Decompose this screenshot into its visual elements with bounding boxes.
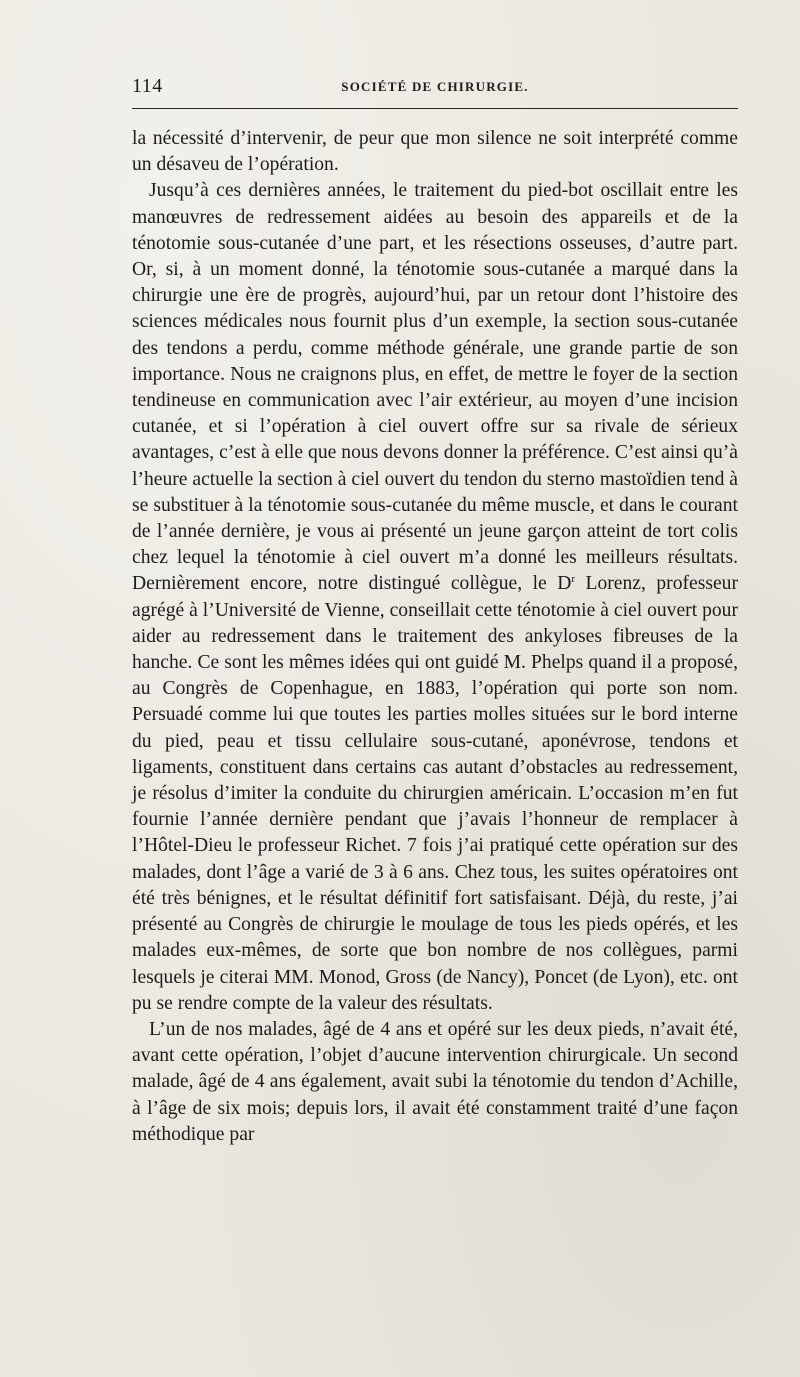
body-text [132, 126, 738, 1148]
running-head: SOCIÉTÉ DE CHIRURGIE. [341, 79, 529, 94]
paragraph-1: la nécessité d’intervenir, de peur que mon silence ne soit interprété comme un désaveu de l’opération. [132, 128, 738, 176]
page-header [132, 72, 738, 102]
doctor-abbrev-superscript: r [571, 573, 576, 586]
page-number: 114 [132, 75, 163, 97]
header-rule [132, 108, 738, 109]
paragraph-2-part-2: Lorenz, professeur agrégé à l’Université de Vienne, conseillait cette ténotomie à ciel ouvert pour aider au redressement dans le traitement des ankyloses fibreuses de la hanche. Ce sont les mêmes idées qui ont guidé M. Phelps quand il a proposé, au Congrès de Copenhague, en 1883, l’opération qui porte son nom. Persuadé comme lui que toutes les parties molles situées sur le bord interne du pied, peau et tissu cellulaire sous-cutané, aponévrose, tendons et ligaments, constituent dans certains cas autant d’obstacles au redressement, je résolus d’imiter la conduite du chirurgien américain. L’occasion m’en fut fournie l’année dernière pendant que j’avais l’honneur de remplacer à l’Hôtel-Dieu le professeur Richet. 7 fois j’ai pratiqué cette opération sur des malades, dont l’âge a varié de 3 à 6 ans. Chez tous, les suites opératoires ont été très bénignes, et le résultat définitif fort satisfaisant. Déjà, du reste, j’ai présenté au Congrès de chirurgie le moulage de tous les pieds opérés, et les malades eux-mêmes, de sorte que bon nombre de nos collègues, parmi lesquels je citerai MM. Monod, Gross (de Nancy), Poncet (de Lyon), etc. ont pu se rendre compte de la valeur des résultats. [132, 573, 738, 1014]
paragraph-3: L’un de nos malades, âgé de 4 ans et opéré sur les deux pieds, n’avait été, avant cette opération, l’objet d’aucune intervention chirurgicale. Un second malade, âgé de 4 ans également, avait subi la ténotomie du tendon d’Achille, à l’âge de six mois; depuis lors, il avait été constamment traité d’une façon méthodique par [132, 1018, 738, 1145]
paragraph-2 [132, 178, 738, 1017]
paragraph-2-part-1: Jusqu’à ces dernières années, le traitement du pied-bot oscillait entre les manœuvres de redressement aidées au besoin des appareils et de la ténotomie sous-cutanée d’une part, et les résections osseuses, d’autre part. Or, si, à un moment donné, la ténotomie sous-cutanée a marqué dans la chirurgie une ère de progrès, aujourd’hui, par un retour dont l’histoire des sciences médicales nous fournit plus d’un exemple, la section sous-cutanée des tendons a perdu, comme méthode générale, une grande partie de son importance. Nous ne craignons plus, en effet, de mettre le foyer de la section tendineuse en communication avec l’air extérieur, au moyen d’une incision cutanée, et si l’opération à ciel ouvert offre sur sa rivale de sérieux avantages, c’est à elle que nous devons donner la préférence. C’est ainsi qu’à l’heure actuelle la section à ciel ouvert du tendon du sterno mastoïdien tend à se substituer à la ténotomie sous-cutanée du même muscle, et dans le courant de l’année dernière, je vous ai présenté un jeune garçon atteint de tort colis chez lequel la ténotomie à ciel ouvert m’a donné les meilleurs résultats. Dernièrement encore, notre distingué collègue, le D [132, 180, 738, 595]
